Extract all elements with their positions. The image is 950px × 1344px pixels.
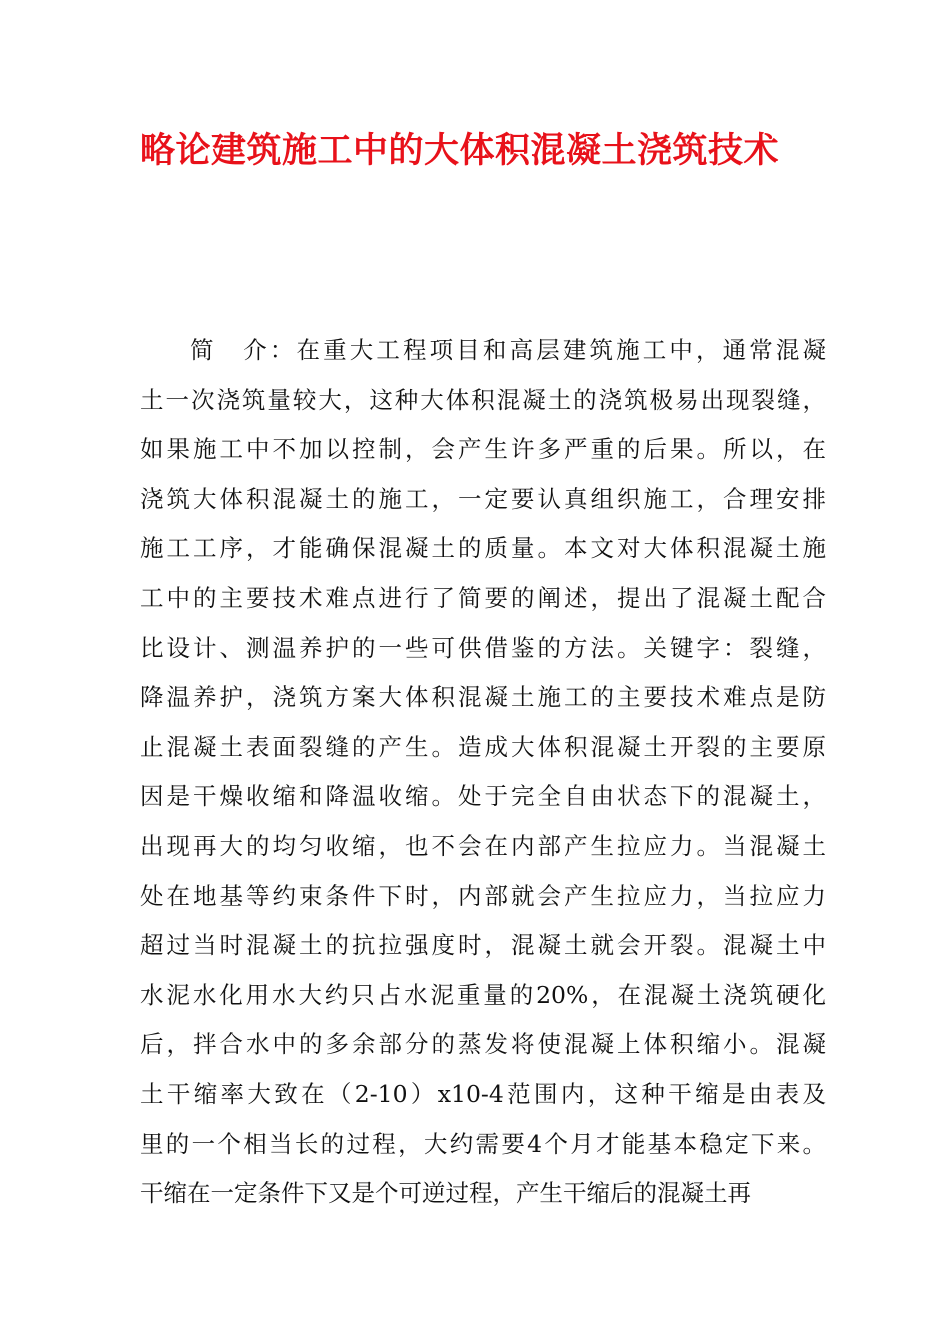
body-line: 浇筑大体积混凝土的施工，一定要认真组织施工，合理安排 — [140, 484, 826, 513]
body-line: 水泥水化用水大约只占水泥重量的20%，在混凝土浇筑硬化 — [140, 980, 826, 1009]
body-line: 比设计、测温养护的一些可供借鉴的方法。关键字：裂缝， — [140, 633, 826, 662]
body-line: 超过当时混凝土的抗拉强度时，混凝土就会开裂。混凝土中 — [140, 931, 826, 960]
body-line: 土干缩率大致在（2-10）x10-4范围内，这种干缩是由表及 — [140, 1079, 826, 1108]
body-line: 处在地基等约束条件下时，内部就会产生拉应力，当拉应力 — [140, 881, 826, 910]
body-line: 简 介：在重大工程项目和高层建筑施工中，通常混凝 — [190, 336, 826, 364]
body-line: 干缩在一定条件下又是个可逆过程，产生干缩后的混凝土再 — [140, 1179, 751, 1208]
body-line: 因是干燥收缩和降温收缩。处于完全自由状态下的混凝土， — [140, 782, 826, 811]
document-title: 略论建筑施工中的大体积混凝土浇筑技术 — [140, 131, 780, 171]
body-line: 如果施工中不加以控制，会产生许多严重的后果。所以，在 — [140, 435, 826, 464]
body-line: 降温养护，浇筑方案大体积混凝土施工的主要技术难点是防 — [140, 683, 826, 712]
body-line: 施工工序，才能确保混凝土的质量。本文对大体积混凝土施 — [140, 534, 826, 563]
body-line: 里的一个相当长的过程，大约需要4个月才能基本稳定下来。 — [140, 1129, 826, 1158]
body-line: 后，拌合水中的多余部分的蒸发将使混凝上体积缩小。混凝 — [140, 1030, 826, 1059]
body-line: 出现再大的均匀收缩，也不会在内部产生拉应力。当混凝土 — [140, 831, 826, 860]
body-line: 止混凝土表面裂缝的产生。造成大体积混凝土开裂的主要原 — [140, 732, 826, 761]
body-line: 工中的主要技术难点进行了简要的阐述，提出了混凝土配合 — [140, 583, 826, 612]
document-body — [140, 326, 826, 1219]
body-line: 土一次浇筑量较大，这种大体积混凝土的浇筑极易出现裂缝， — [140, 385, 826, 414]
